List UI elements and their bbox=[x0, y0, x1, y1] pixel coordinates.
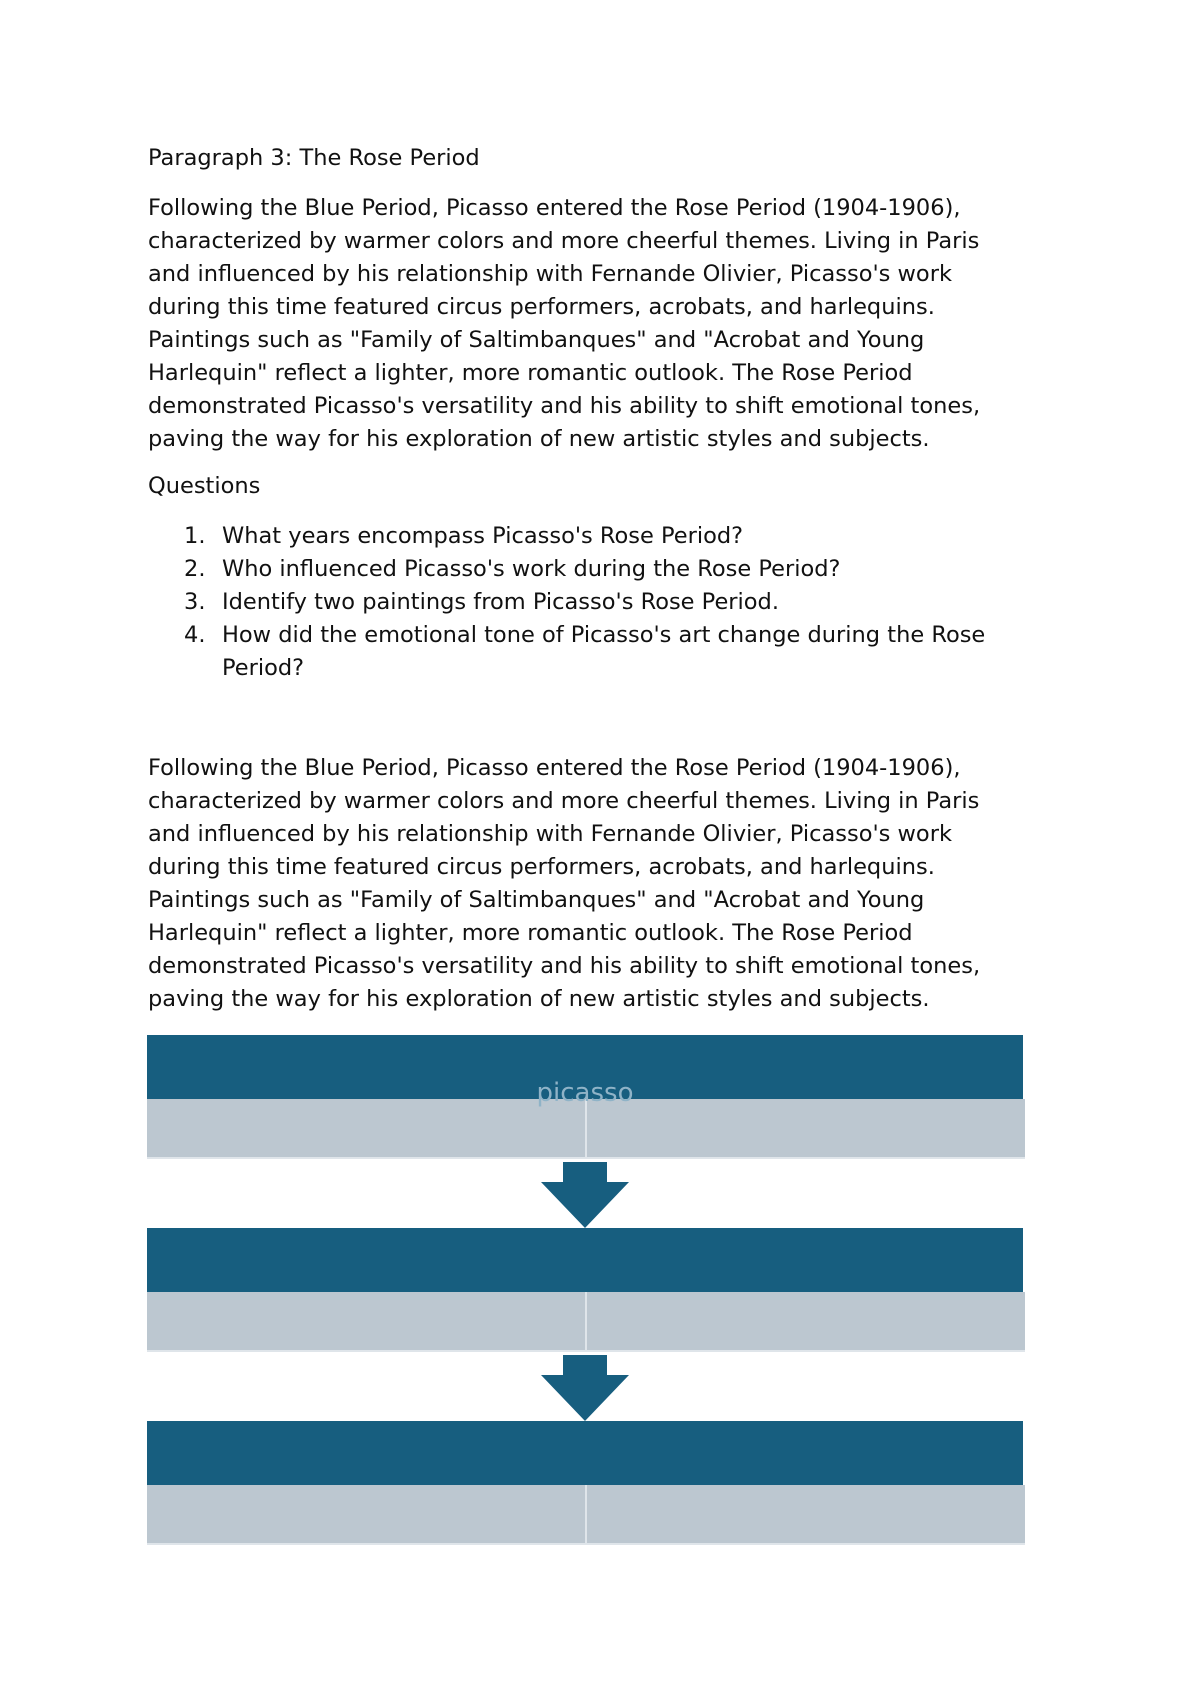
paragraph-line: demonstrated Picasso's versatility and his ability to shift emotional tones, bbox=[148, 953, 981, 979]
down-arrow-icon bbox=[541, 1162, 629, 1228]
questions-list bbox=[148, 520, 1068, 685]
paragraph-line: characterized by warmer colors and more cheerful themes. Living in Paris bbox=[148, 228, 980, 254]
question-item bbox=[148, 520, 1068, 553]
question-item bbox=[148, 553, 1068, 586]
paragraph-line: paving the way for his exploration of new artistic styles and subjects. bbox=[148, 426, 930, 452]
paragraph-line: Following the Blue Period, Picasso entered the Rose Period (1904-1906), bbox=[148, 755, 961, 781]
question-number: 2. bbox=[184, 556, 206, 582]
down-arrow-icon bbox=[541, 1355, 629, 1421]
process-step-3-details bbox=[147, 1485, 1025, 1545]
process-step-1-title: picasso bbox=[536, 1078, 634, 1108]
process-step-2-header bbox=[147, 1228, 1023, 1292]
paragraph-rose-period-repeat bbox=[148, 752, 1068, 1016]
paragraph-line: during this time featured circus performers, acrobats, and harlequins. bbox=[148, 854, 935, 880]
question-text: Identify two paintings from Picasso's Rose Period. bbox=[222, 589, 779, 615]
question-number: 1. bbox=[184, 523, 206, 549]
paragraph-line: during this time featured circus performers, acrobats, and harlequins. bbox=[148, 294, 935, 320]
paragraph-line: Paintings such as "Family of Saltimbanques" and "Acrobat and Young bbox=[148, 887, 925, 913]
paragraph-rose-period bbox=[148, 192, 1068, 456]
question-item bbox=[148, 586, 1068, 619]
questions-heading: Questions bbox=[148, 473, 261, 499]
divider bbox=[585, 1292, 587, 1350]
question-number: 4. bbox=[184, 622, 206, 648]
paragraph-line: characterized by warmer colors and more cheerful themes. Living in Paris bbox=[148, 788, 980, 814]
paragraph-line: paving the way for his exploration of new artistic styles and subjects. bbox=[148, 986, 930, 1012]
paragraph-line: Harlequin" reflect a lighter, more romantic outlook. The Rose Period bbox=[148, 360, 913, 386]
divider bbox=[585, 1485, 587, 1543]
paragraph-line: and influenced by his relationship with Fernande Olivier, Picasso's work bbox=[148, 821, 952, 847]
process-step-3-header bbox=[147, 1421, 1023, 1485]
paragraph-line: and influenced by his relationship with Fernande Olivier, Picasso's work bbox=[148, 261, 952, 287]
question-text: What years encompass Picasso's Rose Period? bbox=[222, 523, 744, 549]
paragraph-line: Harlequin" reflect a lighter, more romantic outlook. The Rose Period bbox=[148, 920, 913, 946]
question-text: Who influenced Picasso's work during the Rose Period? bbox=[222, 556, 841, 582]
question-text: How did the emotional tone of Picasso's art change during the Rose bbox=[222, 622, 986, 648]
paragraph-line: Following the Blue Period, Picasso entered the Rose Period (1904-1906), bbox=[148, 195, 961, 221]
process-step-2-details bbox=[147, 1292, 1025, 1352]
question-item bbox=[148, 619, 1068, 685]
question-number: 3. bbox=[184, 589, 206, 615]
question-text-continued: Period? bbox=[222, 655, 305, 681]
paragraph-line: Paintings such as "Family of Saltimbanques" and "Acrobat and Young bbox=[148, 327, 925, 353]
paragraph-line: demonstrated Picasso's versatility and his ability to shift emotional tones, bbox=[148, 393, 981, 419]
process-diagram bbox=[147, 1035, 1027, 1550]
section-heading: Paragraph 3: The Rose Period bbox=[148, 145, 480, 171]
